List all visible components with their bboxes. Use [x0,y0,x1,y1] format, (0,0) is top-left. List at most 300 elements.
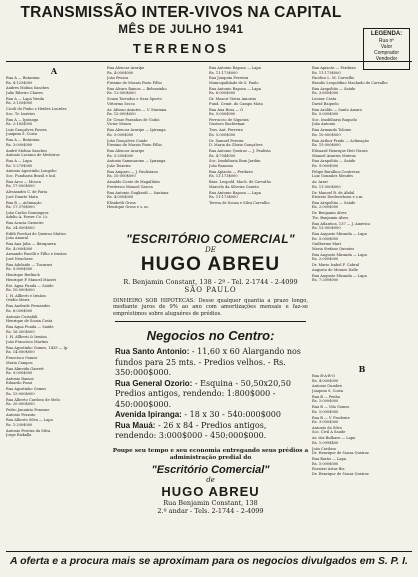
list-entry [107,170,203,179]
entry-street: Rua Agostinho Gomes [6,387,47,392]
entry-details: Rs. 4:000$000 [107,195,134,200]
entry-details: Gustavo Bachtemar [209,122,245,127]
list-entry [6,387,102,396]
ad-offer-street: Rua Santo Antonio: [115,347,190,357]
list-entry [6,211,102,220]
ad-office-name: "ESCRITÓRIO COMERCIAL" [126,232,295,246]
entry-details: Rs. 4:704$000 [209,153,236,158]
list-entry [107,201,203,210]
entry-details: Soc. Fundiaria Brasil e Ind. [6,173,57,178]
list-entry [6,128,102,137]
entry-street: Francisco Gomes [6,356,38,361]
entry-details: Eduardo Pozzi [6,381,33,386]
ad-company-name: HUGO ABREU [140,254,281,275]
legend-line: Comprador [373,50,399,56]
list-entry [312,395,412,404]
column-letter: A [50,66,58,76]
list-entry [6,159,102,168]
entry-street: Rua Augusto Miranda — Lapa [312,273,367,278]
entry-details: Rs. 9:000$000 [312,163,339,168]
entry-details: Rs. 5:000$000 [209,132,236,137]
list-entry [6,169,102,178]
entry-details: Manoel Arantes Mateus [312,153,356,158]
list-entry [209,66,307,75]
column-4 [312,66,412,356]
entry-street: Edith Porchat de Queiroz Mattos [6,231,66,236]
list-entry [6,304,102,313]
list-entry [312,191,412,200]
section-heading: TERRENOS [132,41,230,56]
list-entry [6,429,102,438]
list-entry [312,436,412,445]
list-entry [312,87,412,96]
list-entry [312,211,412,220]
header-rule [6,61,412,62]
entry-details: Jorge Rizkalla [6,433,32,438]
entry-details: Rs. 2:183$000 [6,122,33,127]
entry-street: Alessandro C. de Faria [6,190,48,195]
entry-details: Rs. 10:000$000 [312,132,341,137]
entry-street: Rua Augusto Miranda — Lapa [312,232,367,236]
list-entry [209,201,307,206]
list-entry [6,408,102,417]
list-entry [107,139,203,148]
entry-street: Rua Atlantica, 137 — J. America [312,221,371,226]
ad-offer [115,379,306,411]
entry-street: Dr. Samuel Pereira [209,138,244,143]
list-entry [107,118,203,127]
list-entry [312,76,412,85]
list-entry [312,118,412,127]
list-entry [312,274,412,283]
entry-details: Rs. 3:000$000 [312,420,339,425]
entry-street: Rua Antonio Queiroz — J. Paulista [209,149,271,153]
entry-street: Rua Amparo — J. Paulistano [107,169,158,174]
entry-details: Rs. 1:270$000 [6,163,33,168]
entry-street: Rua B-A-B-O [312,374,335,378]
list-entry [107,180,203,189]
list-entry [6,76,102,85]
entry-street: Cicoli do Pinho e Heides Lourdes [6,107,67,112]
legend-line: Valor [380,44,393,50]
entry-details: Rs. 2:150$000 [6,101,33,106]
entry-street: Dr. Mario Isabel F. Cabral [312,263,360,268]
entry-street: Arnaldo Conte de Magalhães [107,180,160,185]
entry-details: Augusto de Moraes Dalle [312,267,358,272]
entry-details: Vittorino Secco [107,101,135,106]
entry-details: Rs. 4:125$000 [6,80,33,85]
entry-street: Rua Arapoltão — Saúde [312,86,356,91]
list-entry [312,170,412,179]
entry-details: Rs. 5:000$000 [312,461,339,466]
list-entry [107,128,203,137]
entry-street: Rua Apiacás — Perdizes [209,169,253,174]
entry-street: Rua B — Vila Gomes [312,405,350,410]
ad-address: R. Benjamin Constant, 138 - 2º - Tel. 2-1744 - 2-4099 [123,278,298,286]
entry-details: Joaquim S. Costa [6,132,38,137]
list-entry [312,108,412,117]
entry-details: Rs. 4:000$000 [107,70,134,75]
entry-details: Henrique Gross e s. m. [107,205,149,210]
entry-street: Rua Alencar Araripe — Ipiranga [107,128,166,133]
list-entry [312,232,412,241]
entry-details: D. Maria da Gloria Gonçalves [209,143,263,148]
list-entry [6,335,102,344]
entry-details: Rs. 12:000$000 [107,112,136,117]
entry-details: Rs. 14:000$000 [6,350,35,355]
ad-offer-text: - Esquina - 50,50x20,50 Predios antigos, rendendo: 1:800$000 - 450:000$000. [115,378,291,409]
entry-street: Pacifico L. M. Carvalho [312,76,355,81]
entry-street: Rua Andrade Fernandes [6,304,51,309]
entry-details: Antonio Pezzuto [6,412,36,417]
ad-office-name-2: "Escritório Comercial" [151,463,270,476]
entry-street: Antonio da Silva [312,425,342,430]
list-entry [209,170,307,179]
entry-details: Rs. 13:000$000 [312,226,341,231]
entry-street: I. H. Allberti e Irmãos [6,293,46,298]
ad-address-2: Rua Benjamin Constant, 138 [163,498,258,507]
entry-details: Rs. 3:000$000 [6,142,33,147]
entry-street: Soc. Imobiliaria Raquelo [312,117,357,122]
entry-street: Av. dos Bulhaes — Lapa [312,436,356,441]
list-entry [6,346,102,355]
entry-street: Rua Antonio Raposo — Lapa [209,86,261,91]
list-entry [312,128,412,137]
entry-street: João Carlos Dominguez [6,210,49,215]
entry-details: Firmino de Morais Pinto Filho [107,80,162,85]
legend-box [363,28,410,70]
entry-street: Rua Antonio Raposo — Lapa [209,190,261,195]
entry-street: Av. Arari [312,180,328,185]
entry-details: Rs. 2:000$000 [312,205,339,210]
list-entry [209,118,307,127]
list-entry [6,242,102,251]
ad-offer [115,421,306,442]
list-entry [312,426,412,435]
page-subtitle: MÊS DE JULHO 1941 [118,24,244,36]
entry-details: Marcelo da Silveira Caneto [209,184,259,189]
entry-street: I. H. Allberti & Irmãos [6,335,47,340]
entry-details: Municipalidade de S. Paulo [209,80,259,85]
entry-street: Rua Alencar Araripe [107,66,145,70]
list-entry [6,284,102,293]
column-3 [209,66,307,226]
entry-street: Rua Arco — Mooca [6,179,41,184]
entry-street: Souza Torrados e Soza Sporto [107,97,162,102]
entry-details: Rs. 20:000$000 [6,402,35,407]
list-entry [209,76,307,85]
entry-details: Rs. 5:000$000 [209,112,236,117]
entry-details: Maria Campos [6,360,33,365]
entry-details: Henrique P. Manoel Mazzei [6,277,56,282]
ad-offer-street: Avenida Ipiranga: [115,410,182,420]
entry-details: Rs. 2:000$000 [312,257,339,262]
entry-street: Rua Ana Rosa — Ó [209,107,244,112]
entry-street: Rua Almeida Garrett [6,366,44,371]
list-entry [312,242,412,251]
list-entry [6,221,102,230]
entry-street: Rua Arapoltão — Saúde [312,200,356,205]
entry-street: Rua Alencar Araripe [107,149,145,153]
list-entry [107,76,203,85]
entry-details: Rs. 5:800$000 [6,267,33,272]
entry-street: Rua Agostinho Gomes, 1439 — Ip. [6,345,69,350]
list-entry [6,232,102,241]
entry-street: Bras. Leopold. Mach. de Carvalho [209,180,271,185]
legend-line: Rua nº [378,38,395,44]
ad-phone-2: 2.º andar - Tels. 2-1744 - 2-4099 [157,506,264,515]
legend-line: Vendedor [375,56,398,62]
entry-details: Rs. 1:099$400 [312,440,339,445]
entry-street: Rua Antonio Raposo — Lapa [209,66,261,70]
entry-details: Rs. 4:000$000 [6,246,33,251]
entry-details: João Amaral [6,236,29,241]
entry-details: Soc. Civil A Saude [312,430,346,435]
entry-details: Rs. 11:173$000 [209,195,238,200]
entry-street: Antonio Gumbre [312,384,343,389]
list-entry [312,97,412,106]
list-entry [312,457,412,466]
column-1 [6,66,102,546]
entry-street: Antonio Agostinho Longobo [6,169,57,174]
entry-street: Est. Agua Funda — Saúde [6,283,54,288]
entry-street: André Molina Sanches [6,148,48,153]
entry-street: Antonio Costabili [6,314,38,319]
list-entry [209,108,307,117]
ad-divider [115,321,306,322]
entry-details: José Neuchese [6,256,33,261]
entry-street: Rua Apiacás — Perdizes [312,66,356,70]
list-entry [312,149,412,158]
entry-details: João Teixeira [107,163,131,168]
list-entry [6,325,102,334]
list-entry [6,180,102,189]
entry-details: Rs. 5:200$000 [107,153,134,158]
entry-street: Ferruccio de Siqueira [209,117,249,122]
list-entry [312,405,412,414]
entry-details: Rs. 9:000$000 [6,371,33,376]
entry-details: Julio Ribeiro Chaves [6,90,44,95]
list-entry [6,138,102,147]
entry-details: Ernesto Diederichsen e s.m. [312,195,364,200]
list-entry [107,149,203,158]
ad-negocios-heading: Negocios no Centro: [146,328,275,344]
entry-street: Rua Barão — Lapa [312,457,346,461]
entry-street: Rua B — Aclimação [6,200,42,205]
entry-street: Rua Alberto Cardoso de Melo [6,397,60,402]
entry-street: Trav. Ant. Ferreira [209,128,243,133]
entry-details: Rs. 3:600$000 [312,91,339,96]
entry-details: Rs. 11:173$000 [209,70,238,75]
list-entry [6,418,102,427]
entry-details: Rs. 2:000$000 [312,399,339,404]
ad-company-name-2: HUGO ABREU [161,483,260,499]
ad-offer-street: Rua Mauá: [115,420,156,430]
ad-offer-street: Rua General Ozorio: [115,378,193,388]
list-entry [312,374,412,383]
entry-street: Elisabeth Gross [107,200,136,205]
entry-details: Adelio A. Power Co. Lt. [6,215,49,220]
list-entry [312,139,412,148]
entry-street: Leonor Costa [312,97,337,102]
entry-street: Dr. Manoel R. de Abdul [312,190,355,195]
list-entry [312,467,412,476]
entry-details: Rs. 11:173$000 [209,174,238,179]
entry-details: Fund. Cemit. do Campo Mota [209,101,263,106]
list-entry [312,222,412,231]
entry-details: José Duarte Mata [6,194,38,199]
list-entry [6,97,102,106]
list-entry [209,191,307,200]
entry-street: Henrique Berlinck [6,273,40,278]
entry-street: Antonio Ramos [6,376,34,381]
list-entry [209,159,307,168]
entry-street: Rua A — Lapa Venda [6,96,45,101]
entry-street: Felipe Baralhos Contreras [312,169,360,174]
entry-details: Joaquim S. Costa [312,388,344,393]
column-5 [312,364,412,549]
entry-street: Rua Acacia Carneiro [6,221,44,226]
list-entry [6,190,102,199]
ad-de-2: de [206,475,215,484]
column-2 [107,66,203,226]
list-entry [312,263,412,272]
entry-street: Av. Afonso Arantes — V. Mariana [107,107,167,112]
entry-street: Teresa de Souza e Silva Carvalho [209,200,270,205]
entry-details: Firmino de Morais Pinto Filho [107,143,162,148]
list-entry [312,66,412,75]
entry-street: Pedro Januário Ponzone [6,408,50,412]
entry-street: Rua Alberto Silva — Lapa [6,418,53,423]
ad-de: DE [205,246,216,254]
list-entry [6,294,102,303]
list-entry [209,87,307,96]
entry-details: Soc. Tr. Imóvies [6,111,36,116]
list-entry [209,128,307,137]
entry-details: Rs. 16:300$000 [6,329,35,334]
list-entry [107,191,203,200]
entry-street: Dr. Cesar Paranhos de Godoi [107,117,160,122]
list-entry [107,108,203,117]
list-entry [209,180,307,189]
entry-details: Rs. 24:000$000 [6,225,35,230]
entry-street: Rua A — Lapa [6,159,32,163]
ad-blurb: DINHEIRO SOB HIPOTECAS: Desse qualquer quantia a prazo longo, mediante juros de 9% ao ano com amortizações mensais e faz-se empréstimos sobre aluguéres de prédios. [113,298,308,317]
list-entry [6,356,102,365]
entry-street: Guilherme Mari [312,242,342,247]
entry-street: Antonio Sammarone — Ipiranga [107,159,166,164]
entry-street: Rua Joaquim Ferreira [209,76,249,81]
list-entry [6,118,102,127]
entry-street: Rua B — V. Prudente [312,415,350,420]
entry-details: Rs. 6:000$000 [209,91,236,96]
list-entry [209,97,307,106]
legend-title: LEGENDA: [370,31,403,37]
list-entry [6,315,102,324]
column-letter: B [358,364,366,374]
list-entry [6,377,102,386]
list-entry [209,149,307,158]
entry-street: Rua Ana Julia — Ibirapuera [6,242,56,246]
list-entry [312,201,412,210]
entry-street: João Gonçalves Conde [107,138,148,143]
entry-street: Rua A — Butantan [6,138,40,143]
entry-details: Rs. 5:000$000 [107,132,134,137]
page-title: TRANSMISSÃO INTER-VIVOS NA CAPITAL [20,4,342,21]
entry-details: Rs. 10:000$000 [6,288,35,293]
list-entry [312,447,412,456]
entry-street: Rua B — Penha [312,394,340,399]
entry-street: Rua Antonio Gugliardi — Santana [107,190,169,195]
newspaper-page [6,4,412,573]
entry-details: Rs. 5:000$000 [312,236,339,241]
entry-street: Dr. Moacir Vieira Amorim [209,97,256,102]
entry-details: Rs. 4:000$000 [312,378,339,383]
list-entry [6,107,102,116]
entry-details: Antonio Luciano de Medeiros [6,153,60,158]
entry-street: Dr. Benjamin Alves [312,211,347,216]
list-entry [107,159,203,168]
entry-street: Rua A — Butantan [6,76,40,80]
list-entry [6,252,102,261]
entry-street: Rua Adelaide — Tucuruvi [6,262,53,267]
entry-details: Frederico Manoel Garcia [107,184,153,189]
entry-details: Rs. 11:000$000 [312,184,341,189]
list-entry [6,273,102,282]
ad-offers [115,347,306,442]
entry-details: João Bonomo [209,163,233,168]
list-entry [312,416,412,425]
entry-details: Tte. Benjamin Alves [312,215,349,220]
list-entry [209,139,307,148]
ad-city: SÃO PAULO [184,286,237,294]
entry-street: João Pessoa [107,76,129,81]
entry-details: Rs. 7:200$000 [312,278,339,283]
entry-details: Rs. 5:000$000 [312,409,339,414]
entry-details: João Francisco Martins [6,339,49,344]
footer-slogan: A oferta e a procura mais se aproximam para os negocios divulgados em S. P. I. [10,555,408,567]
entry-street: Armando Paoelli e Filho e Irmãos [6,252,67,257]
footer-rule [6,551,412,552]
ad-offer-text: - 11,60 x 60 Alargando nos fundos para 25 mts. - Predios velhos. - Rs. 350:000$000. [115,347,301,378]
entry-street: Rua Agua Funda — Saúde [6,325,54,329]
list-entry [107,87,203,96]
entry-street: Rua Armando Tolome [312,128,352,133]
entry-street: João Cardoso [312,446,337,451]
entry-street: Rua Augusto Miranda — Lapa [312,252,367,257]
entry-details: João Antonio [312,122,336,127]
entry-details: Braulio Leopoldino Machado de Carvalho [312,80,388,85]
entry-details: Rs. 12:000$000 [107,91,136,96]
list-entry [312,159,412,168]
entry-details: Rs. 15:000$000 [6,391,35,396]
list-entry [107,97,203,106]
list-entry [107,66,203,75]
entry-details: Henrique de Souza Costa [6,319,53,324]
list-entry [6,201,102,210]
list-entry [312,180,412,189]
entry-street: Rua Arthur Prado — Aclimação [312,138,369,143]
ad-offer-text: - 26 x 84 - Predios antigos, rendendo: 3:000$000 - 450:000$000. [115,420,267,441]
entry-details: Victor Moura [107,122,132,127]
entry-details: Rs. 6:000$000 [6,308,33,313]
ad-offer [115,347,306,379]
entry-details: Ovidio Mariz [6,298,30,303]
entry-details: Luiz Gonzalez Mendes [312,174,353,179]
ad-warning: Poupe seu tempo e seu economia entregando seus prédios a administração predial do [112,447,309,461]
entry-details: Rs. 17:000$000 [6,184,35,189]
hugo-abreu-advertisement [107,229,314,547]
